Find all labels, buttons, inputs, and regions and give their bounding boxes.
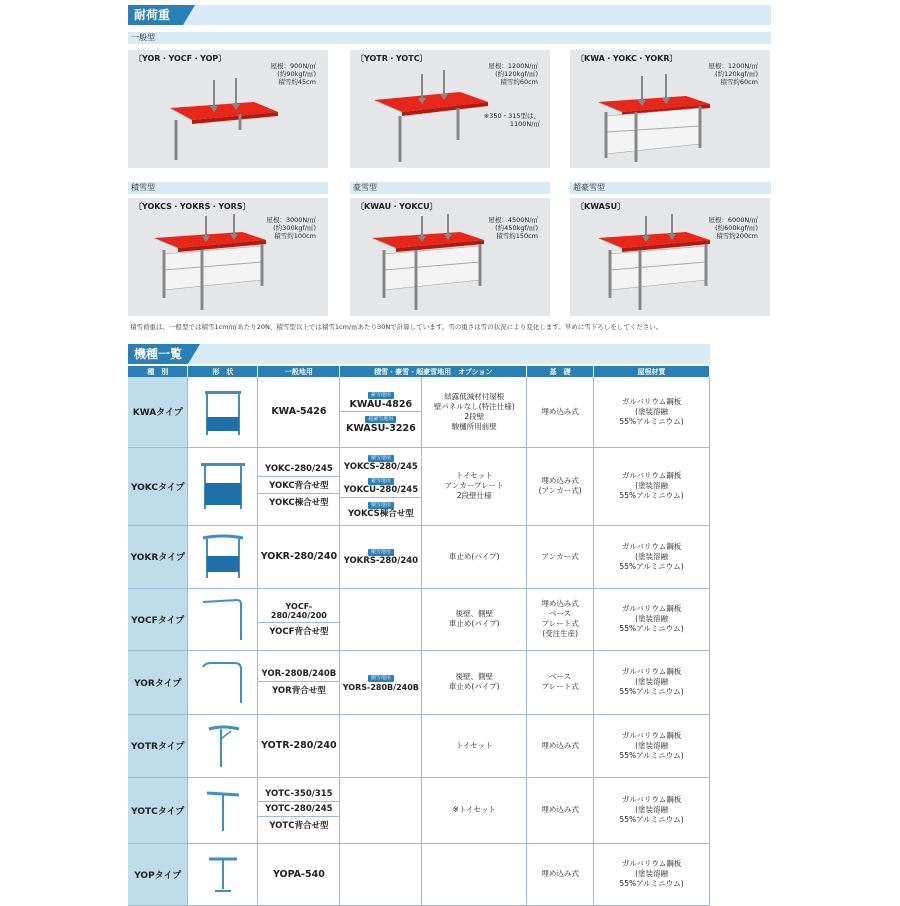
shape-yotr-icon — [188, 714, 258, 777]
carport-illustration — [128, 50, 328, 168]
group-general: 一般型 — [128, 32, 771, 44]
shape-yor-icon — [188, 650, 258, 714]
shape-yokc-icon — [188, 447, 258, 525]
table-row: YOPタイプ YOPA-540 埋め込み式 ガルバリウム鋼板 (塗装溶融 55%アルミニウム) — [128, 843, 710, 905]
section-title-models: 機種一覧 — [128, 344, 188, 364]
table-row: YORタイプ YOR-280B/240B YOR背合せ型 積雪地用 YORS-280B/240B 後壁、側壁 車止め(パイプ) ベース プレート式 ガルバリウム鋼板 (塗装溶融 55%アルミニウム) — [128, 650, 710, 714]
table-row: YOTCタイプ YOTC-350/315 YOTC-280/245 YOTC背合せ型 ※トイセット 埋め込み式 ガルバリウム鋼板 (塗装溶融 55%アルミニウム) — [128, 777, 710, 843]
group-heavy: 豪雪型 — [350, 182, 550, 194]
shape-yotc-icon — [188, 777, 258, 843]
group-snow: 積雪型 — [128, 182, 328, 194]
panel-kwasu: 〔KWASU〕 屋根：6000N/㎡ (約600kgf/㎡) 積雪約200cm — [570, 198, 770, 316]
shape-yop-icon — [188, 843, 258, 905]
model-table — [128, 366, 710, 906]
panel-yokcs: 〔YOKCS・YOKRS・YORS〕 屋根：3000N/㎡ (約300kgf/㎡) 積雪約100cm — [128, 198, 328, 316]
carport-illustration — [128, 198, 328, 316]
panel-kwa: 〔KWA・YOKC・YOKR〕 屋根：1200N/㎡ (約120kgf/㎡) 積雪約60cm — [570, 50, 770, 168]
carport-illustration — [570, 198, 770, 316]
section-title-load: 耐荷重 — [128, 5, 183, 25]
section-bar — [128, 5, 771, 25]
shape-yokr-icon — [188, 525, 258, 588]
table-header: 種 別 形 状 一般地用 積雪・豪雪・超豪雪地用 オプション 基 礎 屋根材質 — [128, 366, 710, 377]
carport-illustration — [350, 198, 550, 316]
shape-yocf-icon — [188, 588, 258, 650]
section-bar — [128, 344, 710, 364]
panel-kwau: 〔KWAU・YOKCU〕 屋根：4500N/㎡ (約450kgf/㎡) 積雪約150cm — [350, 198, 550, 316]
table-row: YOKRタイプ YOKR-280/240 積雪地用 YOKRS-280/240 車止め(パイプ) アンカー式 ガルバリウム鋼板 (塗装溶融 55%アルミニウム) — [128, 525, 710, 588]
carport-illustration — [570, 50, 770, 168]
panel-yor: 〔YOR・YOCF・YOP〕 屋根：900N/㎡ (約90kgf/㎡) 積雪約45cm — [128, 50, 328, 168]
panel-yotr: 〔YOTR・YOTC〕 屋根：1200N/㎡ (約120kgf/㎡) 積雪約60cm ※350・315型は、 1100N/㎡ — [350, 50, 550, 168]
load-caption: 積雪荷重は、一般型では積雪1cm/㎡あたり20N、積雪型以上では積雪1cm/㎡あたり30Nで計算しています。雪の重さは雪の状況により変化します。早めに雪下ろしをしてください。 — [130, 323, 663, 331]
table-row: YOCFタイプ YOCF-280/240/200 YOCF背合せ型 後壁、側壁 車止め(パイプ) 埋め込み式 ベース プレート式 (受注生産) ガルバリウム鋼板 (塗装溶融 55%アルミニウム) — [128, 588, 710, 650]
carport-illustration — [350, 50, 550, 168]
table-row: KWAタイプ KWA-5426 豪雪地用 KWAU-4826 超豪雪地用 KWASU-3226 結露低減材付屋根 壁パネルなし(特注仕様) 2段壁 駿樋所用前壁 埋め込み式 ガルバリウム鋼板 (塗装溶融 55%アルミニウム) — [128, 377, 710, 447]
shape-kwa-icon — [188, 377, 258, 447]
table-row: YOTRタイプ YOTR-280/240 トイセット 埋め込み式 ガルバリウム鋼板 (塗装溶融 55%アルミニウム) — [128, 714, 710, 777]
table-row: YOKCタイプ YOKC-280/245 YOKC背合せ型 YOKC棟合せ型 積雪地用 YOKCS-280/245 豪雪地用 YOKCU-280/245 積雪地用 YOKCS棟合せ型 トイセット アンカープレート 2段壁仕様 埋め込み式 (アンカー式) ガルバリウム鋼板 (塗装溶融 55%アルミニウム) — [128, 447, 710, 525]
group-super: 超豪雪型 — [570, 182, 771, 194]
